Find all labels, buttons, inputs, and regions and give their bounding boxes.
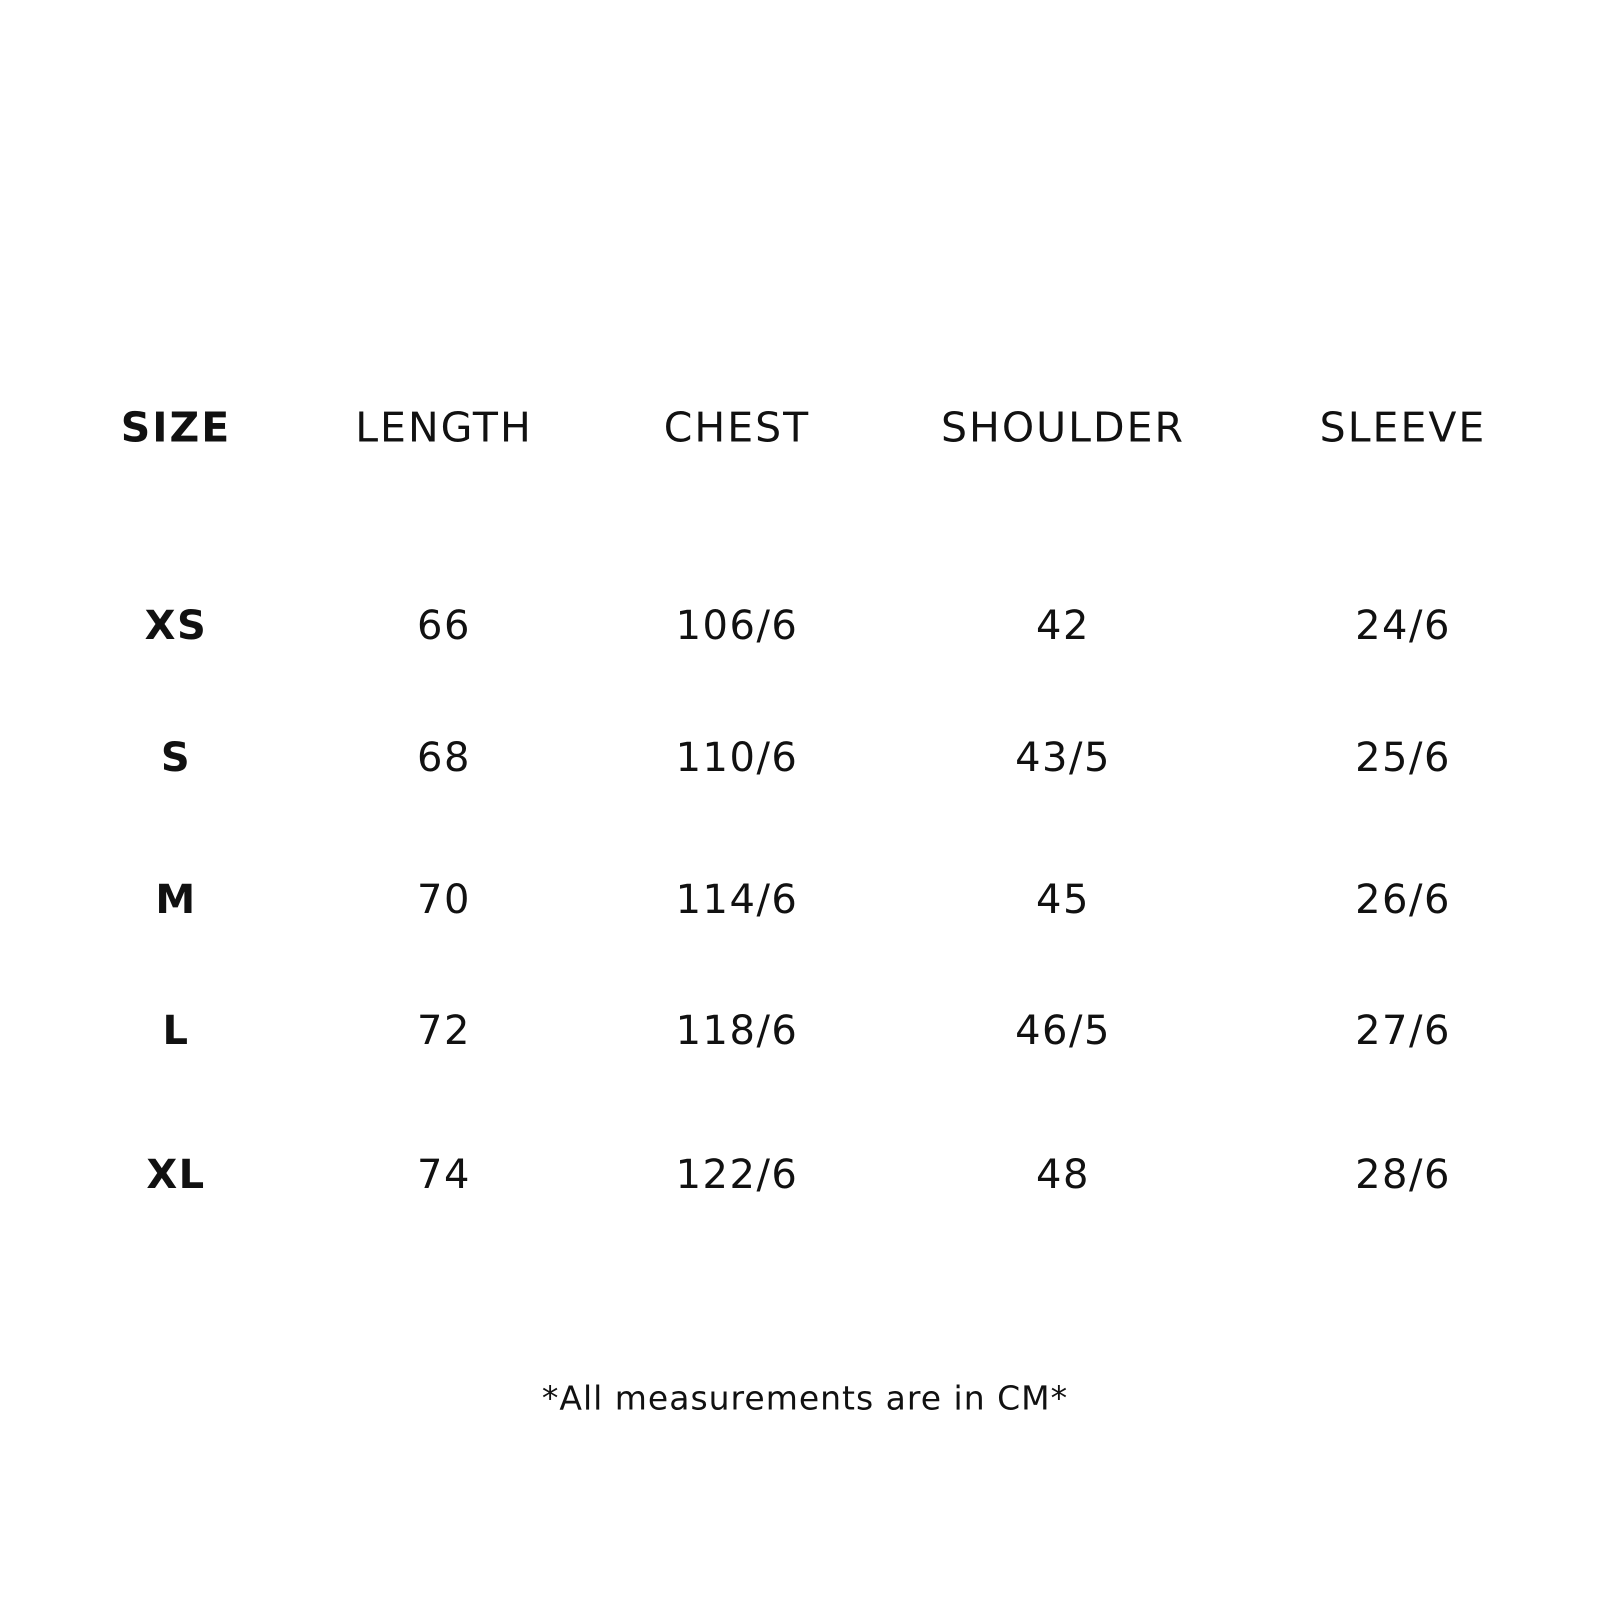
header-chest: CHEST — [663, 403, 811, 452]
size-label: L — [162, 1008, 190, 1054]
size-label: M — [155, 877, 197, 923]
header-size: SIZE — [120, 403, 232, 452]
chest-value: 106/6 — [675, 603, 799, 649]
size-label: XL — [146, 1152, 206, 1198]
size-label: XS — [144, 603, 208, 649]
shoulder-value: 42 — [1036, 603, 1090, 649]
length-value: 74 — [417, 1152, 471, 1198]
length-value: 66 — [417, 603, 471, 649]
chest-value: 118/6 — [675, 1008, 799, 1054]
size-label: S — [160, 735, 192, 781]
shoulder-value: 43/5 — [1015, 735, 1111, 781]
chest-value: 110/6 — [675, 735, 799, 781]
shoulder-value: 46/5 — [1015, 1008, 1111, 1054]
length-value: 68 — [417, 735, 471, 781]
header-shoulder: SHOULDER — [941, 403, 1185, 452]
chest-value: 114/6 — [675, 877, 799, 923]
shoulder-value: 45 — [1036, 877, 1090, 923]
header-sleeve: SLEEVE — [1319, 403, 1487, 452]
measurement-footnote: *All measurements are in CM* — [541, 1378, 1069, 1418]
sleeve-value: 25/6 — [1355, 735, 1451, 781]
sleeve-value: 27/6 — [1355, 1008, 1451, 1054]
shoulder-value: 48 — [1036, 1152, 1090, 1198]
sleeve-value: 24/6 — [1355, 603, 1451, 649]
sleeve-value: 26/6 — [1355, 877, 1451, 923]
header-length: LENGTH — [355, 403, 533, 452]
length-value: 72 — [417, 1008, 471, 1054]
length-value: 70 — [417, 877, 471, 923]
sleeve-value: 28/6 — [1355, 1152, 1451, 1198]
chest-value: 122/6 — [675, 1152, 799, 1198]
